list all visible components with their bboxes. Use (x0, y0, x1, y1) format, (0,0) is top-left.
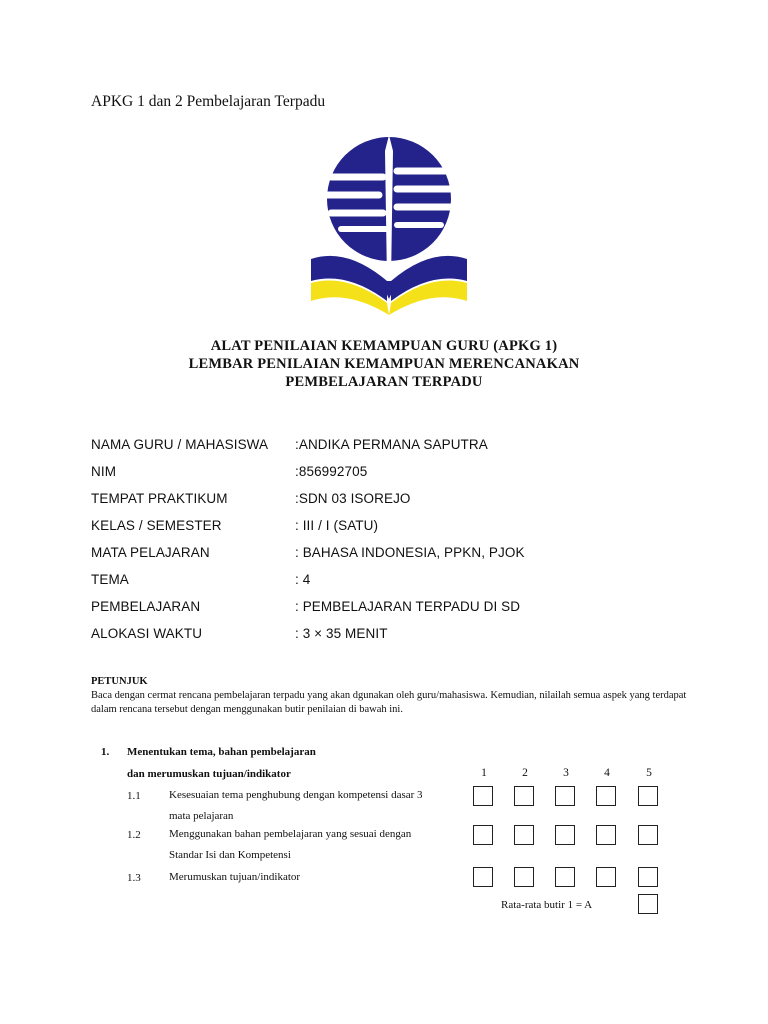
item-text: Menggunakan bahan pembelajaran yang sesuai dengan Standar Isi dan Kompetensi (169, 828, 412, 861)
field-label: MATA PELAJARAN (91, 545, 210, 560)
score-box-1-1-5[interactable] (638, 786, 658, 806)
scale-label-5: 5 (646, 767, 652, 779)
heading-line-3: PEMBELAJARAN TERPADU (285, 374, 483, 390)
average-score-box[interactable] (638, 894, 658, 914)
section-title-line-2: dan merumuskan tujuan/indikator (127, 768, 291, 780)
university-logo (307, 131, 471, 317)
instructions-title: PETUNJUK (91, 676, 148, 687)
score-box-1-2-2[interactable] (514, 825, 534, 845)
score-box-1-1-2[interactable] (514, 786, 534, 806)
field-value: :ANDIKA PERMANA SAPUTRA (295, 437, 488, 452)
score-box-1-3-4[interactable] (596, 867, 616, 887)
field-label: NIM (91, 464, 117, 479)
score-box-1-2-4[interactable] (596, 825, 616, 845)
score-box-1-3-1[interactable] (473, 867, 493, 887)
score-box-1-2-1[interactable] (473, 825, 493, 845)
field-value: :SDN 03 ISOREJO (295, 491, 411, 506)
score-box-1-3-2[interactable] (514, 867, 534, 887)
scale-label-1: 1 (481, 767, 487, 779)
score-box-1-3-5[interactable] (638, 867, 658, 887)
field-value: : 3 × 35 MENIT (295, 626, 388, 641)
scale-label-2: 2 (522, 767, 528, 779)
score-box-1-2-3[interactable] (555, 825, 575, 845)
item-number: 1.1 (127, 790, 141, 802)
item-text: Merumuskan tujuan/indikator (169, 871, 301, 883)
field-value: : PEMBELAJARAN TERPADU DI SD (295, 599, 521, 614)
heading-line-1: ALAT PENILAIAN KEMAMPUAN GURU (APKG 1) (210, 338, 558, 354)
field-label: NAMA GURU / MAHASISWA (91, 437, 269, 452)
field-value: : III / I (SATU) (295, 518, 379, 533)
item-number: 1.3 (127, 872, 141, 884)
score-box-1-1-3[interactable] (555, 786, 575, 806)
field-label: KELAS / SEMESTER (91, 518, 222, 533)
score-box-1-2-5[interactable] (638, 825, 658, 845)
section-number: 1. (101, 746, 110, 758)
field-value: :856992705 (295, 464, 368, 479)
score-box-1-1-1[interactable] (473, 786, 493, 806)
field-label: TEMA (91, 572, 129, 587)
score-box-1-1-4[interactable] (596, 786, 616, 806)
document-title: APKG 1 dan 2 Pembelajaran Terpadu (91, 93, 326, 110)
field-label: TEMPAT PRAKTIKUM (91, 491, 228, 506)
item-number: 1.2 (127, 829, 141, 841)
scale-label-4: 4 (604, 767, 610, 779)
scale-label-3: 3 (563, 767, 569, 779)
heading-line-2: LEMBAR PENILAIAN KEMAMPUAN MERENCANAKAN (188, 356, 580, 372)
section-title-line-1: Menentukan tema, bahan pembelajaran (127, 746, 316, 758)
field-value: : 4 (295, 572, 311, 587)
field-value: : BAHASA INDONESIA, PPKN, PJOK (295, 545, 525, 560)
field-label: PEMBELAJARAN (91, 599, 201, 614)
score-box-1-3-3[interactable] (555, 867, 575, 887)
instructions-text: Baca dengan cermat rencana pembelajaran terpadu yang akan dgunakan oleh guru/mahasiswa. Kemudian, nilailah semua aspek yang terdapat dalam rencana tersebut dengan menggunakan butir penilaian di bawah ini. (91, 690, 687, 715)
item-text: Kesesuaian tema penghubung dengan kompetensi dasar 3 mata pelajaran (169, 789, 423, 822)
average-label: Rata-rata butir 1 = A (501, 899, 593, 911)
field-label: ALOKASI WAKTU (91, 626, 203, 641)
